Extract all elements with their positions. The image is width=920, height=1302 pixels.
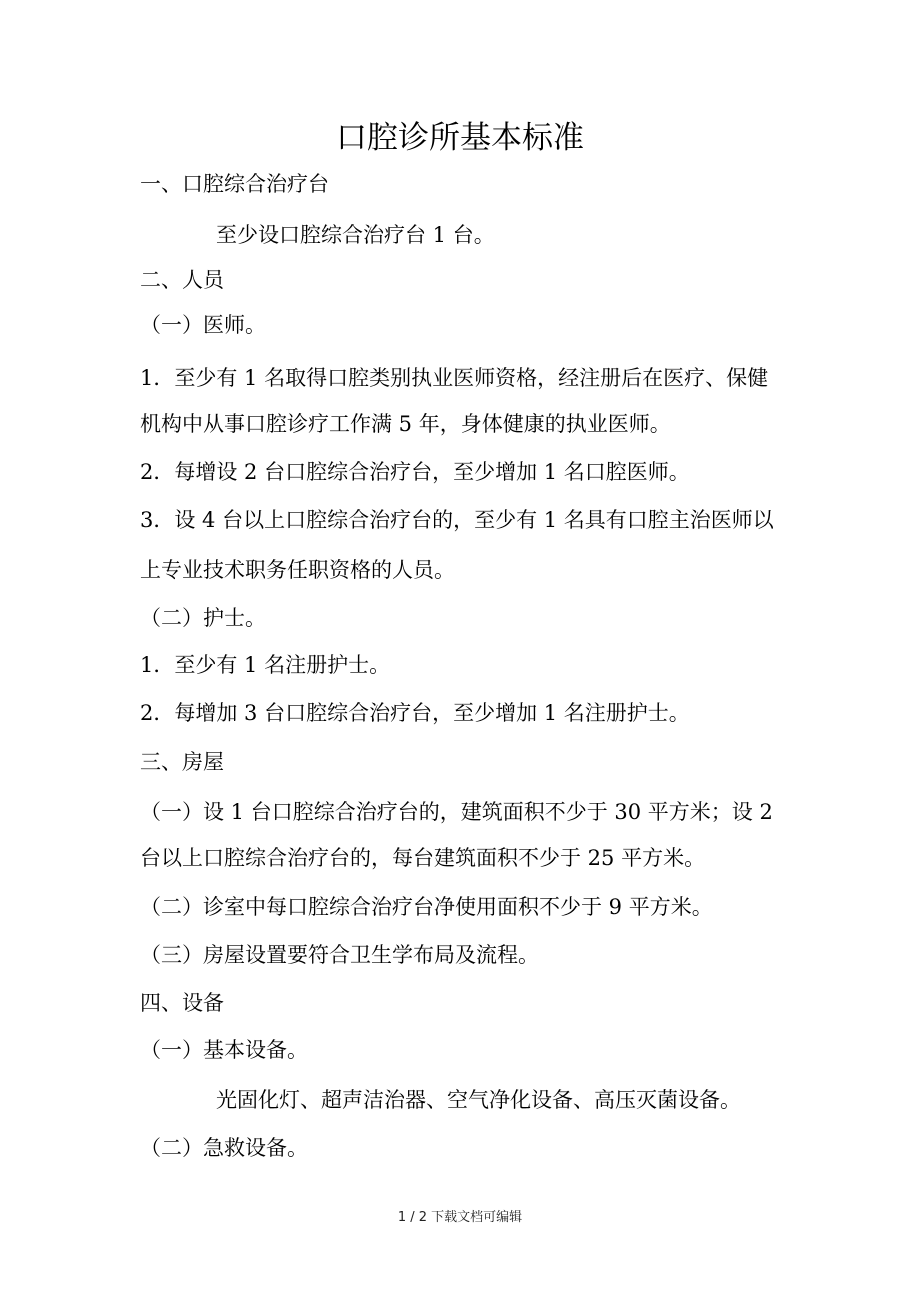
paragraph-line: 2．每增加 3 台口腔综合治疗台，至少增加 1 名注册护士。 xyxy=(140,701,690,725)
paragraph-line: （一）基本设备。 xyxy=(140,1038,308,1062)
paragraph-line: 1．至少有 1 名取得口腔类别执业医师资格，经注册后在医疗、保健 xyxy=(140,366,769,390)
paragraph-line: 1．至少有 1 名注册护士。 xyxy=(140,653,391,677)
paragraph-line: 三、房屋 xyxy=(140,750,224,774)
paragraph-line: 台以上口腔综合治疗台的，每台建筑面积不少于 25 平方米。 xyxy=(140,846,706,870)
paragraph-line: 2．每增设 2 台口腔综合治疗台，至少增加 1 名口腔医师。 xyxy=(140,460,690,484)
paragraph-line: （一）医师。 xyxy=(140,313,266,337)
paragraph-line: （二）急救设备。 xyxy=(140,1136,308,1160)
paragraph-line: 一、口腔综合治疗台 xyxy=(140,172,329,196)
paragraph-line: （二）诊室中每口腔综合治疗台净使用面积不少于 9 平方米。 xyxy=(140,895,713,919)
paragraph-line: （三）房屋设置要符合卫生学布局及流程。 xyxy=(140,943,539,967)
page-footer: 1 / 2 下载文档可编辑 xyxy=(397,1210,523,1225)
paragraph-line: （二）护士。 xyxy=(140,606,266,630)
paragraph-line: 3．设 4 台以上口腔综合治疗台的，至少有 1 名具有口腔主治医师以 xyxy=(140,508,774,532)
paragraph-line: 光固化灯、超声洁治器、空气净化设备、高压灭菌设备。 xyxy=(216,1088,741,1112)
paragraph-line: （一）设 1 台口腔综合治疗台的，建筑面积不少于 30 平方米；设 2 xyxy=(140,800,773,824)
page-title: 口腔诊所基本标准 xyxy=(336,120,584,156)
paragraph-line: 至少设口腔综合治疗台 1 台。 xyxy=(216,223,495,247)
paragraph-line: 二、人员 xyxy=(140,268,224,292)
paragraph-line: 上专业技术职务任职资格的人员。 xyxy=(140,558,455,582)
paragraph-line: 机构中从事口腔诊疗工作满 5 年，身体健康的执业医师。 xyxy=(140,412,671,436)
paragraph-line: 四、设备 xyxy=(140,991,224,1015)
